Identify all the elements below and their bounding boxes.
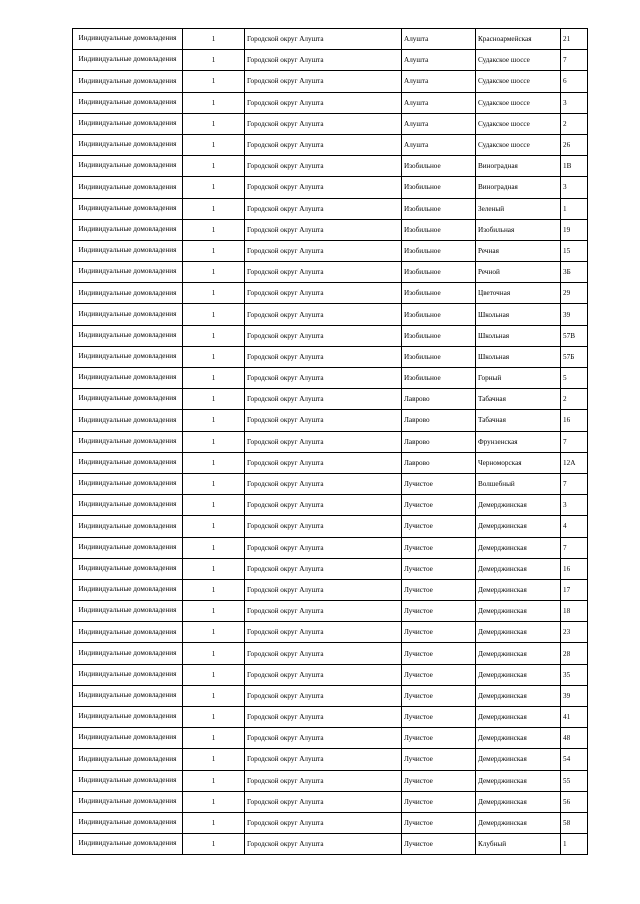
cell-locality: Лучистое <box>402 770 476 791</box>
cell-locality: Изобильное <box>402 240 476 261</box>
cell-object-type: Индивидуальные домовладения <box>73 325 183 346</box>
table-row <box>73 749 588 770</box>
cell-street: Демерджинская <box>476 643 561 664</box>
cell-house-number: 41 <box>561 707 588 728</box>
table-row <box>73 601 588 622</box>
cell-street: Судакское шоссе <box>476 50 561 71</box>
cell-okrug: Городской округ Алушта <box>245 537 402 558</box>
table-body <box>73 29 588 855</box>
cell-locality: Лучистое <box>402 707 476 728</box>
cell-okrug: Городской округ Алушта <box>245 92 402 113</box>
cell-count: 1 <box>183 601 245 622</box>
cell-object-type: Индивидуальные домовладения <box>73 177 183 198</box>
cell-street: Табачная <box>476 389 561 410</box>
cell-okrug: Городской округ Алушта <box>245 410 402 431</box>
cell-object-type: Индивидуальные домовладения <box>73 537 183 558</box>
cell-object-type: Индивидуальные домовладения <box>73 134 183 155</box>
cell-count: 1 <box>183 346 245 367</box>
cell-locality: Алушта <box>402 134 476 155</box>
table-row <box>73 728 588 749</box>
address-table <box>72 28 588 855</box>
cell-locality: Лучистое <box>402 728 476 749</box>
cell-object-type: Индивидуальные домовладения <box>73 579 183 600</box>
cell-locality: Лучистое <box>402 558 476 579</box>
cell-count: 1 <box>183 134 245 155</box>
cell-locality: Лучистое <box>402 537 476 558</box>
cell-count: 1 <box>183 156 245 177</box>
table-row <box>73 812 588 833</box>
table-row <box>73 685 588 706</box>
table-row <box>73 29 588 50</box>
cell-okrug: Городской округ Алушта <box>245 643 402 664</box>
table-row <box>73 304 588 325</box>
cell-okrug: Городской округ Алушта <box>245 71 402 92</box>
cell-okrug: Городской округ Алушта <box>245 346 402 367</box>
table-row <box>73 262 588 283</box>
cell-street: Демерджинская <box>476 495 561 516</box>
cell-okrug: Городской округ Алушта <box>245 452 402 473</box>
table-row <box>73 558 588 579</box>
table-row <box>73 325 588 346</box>
cell-okrug: Городской округ Алушта <box>245 834 402 855</box>
cell-street: Демерджинская <box>476 812 561 833</box>
cell-okrug: Городской округ Алушта <box>245 558 402 579</box>
cell-object-type: Индивидуальные домовладения <box>73 791 183 812</box>
cell-okrug: Городской округ Алушта <box>245 50 402 71</box>
cell-locality: Алушта <box>402 29 476 50</box>
cell-okrug: Городской округ Алушта <box>245 791 402 812</box>
cell-okrug: Городской округ Алушта <box>245 579 402 600</box>
table-row <box>73 50 588 71</box>
table-row <box>73 516 588 537</box>
cell-house-number: 7 <box>561 50 588 71</box>
cell-count: 1 <box>183 495 245 516</box>
cell-street: Демерджинская <box>476 685 561 706</box>
cell-object-type: Индивидуальные домовладения <box>73 240 183 261</box>
cell-locality: Лучистое <box>402 622 476 643</box>
cell-locality: Изобильное <box>402 156 476 177</box>
cell-house-number: 57Б <box>561 346 588 367</box>
cell-locality: Алушта <box>402 50 476 71</box>
cell-house-number: 35 <box>561 664 588 685</box>
cell-locality: Лучистое <box>402 685 476 706</box>
cell-okrug: Городской округ Алушта <box>245 601 402 622</box>
cell-okrug: Городской округ Алушта <box>245 664 402 685</box>
cell-count: 1 <box>183 812 245 833</box>
cell-okrug: Городской округ Алушта <box>245 219 402 240</box>
cell-okrug: Городской округ Алушта <box>245 134 402 155</box>
table-row <box>73 410 588 431</box>
cell-street: Демерджинская <box>476 622 561 643</box>
cell-locality: Алушта <box>402 92 476 113</box>
cell-locality: Лучистое <box>402 495 476 516</box>
cell-house-number: 6 <box>561 71 588 92</box>
cell-okrug: Городской округ Алушта <box>245 29 402 50</box>
cell-street: Демерджинская <box>476 601 561 622</box>
cell-street: Фрунзенская <box>476 431 561 452</box>
cell-street: Демерджинская <box>476 707 561 728</box>
cell-okrug: Городской округ Алушта <box>245 177 402 198</box>
cell-street: Демерджинская <box>476 728 561 749</box>
cell-count: 1 <box>183 283 245 304</box>
table-row <box>73 283 588 304</box>
table-row <box>73 134 588 155</box>
cell-object-type: Индивидуальные домовладения <box>73 368 183 389</box>
cell-count: 1 <box>183 558 245 579</box>
cell-okrug: Городской округ Алушта <box>245 389 402 410</box>
cell-object-type: Индивидуальные домовладения <box>73 283 183 304</box>
cell-okrug: Городской округ Алушта <box>245 728 402 749</box>
cell-count: 1 <box>183 516 245 537</box>
cell-okrug: Городской округ Алушта <box>245 707 402 728</box>
table-row <box>73 452 588 473</box>
cell-okrug: Городской округ Алушта <box>245 685 402 706</box>
cell-object-type: Индивидуальные домовладения <box>73 770 183 791</box>
cell-locality: Лаврово <box>402 431 476 452</box>
cell-okrug: Городской округ Алушта <box>245 325 402 346</box>
cell-house-number: 3 <box>561 177 588 198</box>
cell-okrug: Городской округ Алушта <box>245 156 402 177</box>
cell-okrug: Городской округ Алушта <box>245 516 402 537</box>
cell-locality: Изобильное <box>402 219 476 240</box>
cell-count: 1 <box>183 71 245 92</box>
cell-house-number: 48 <box>561 728 588 749</box>
table-row <box>73 643 588 664</box>
table-row <box>73 156 588 177</box>
cell-locality: Лучистое <box>402 791 476 812</box>
cell-object-type: Индивидуальные домовладения <box>73 92 183 113</box>
cell-okrug: Городской округ Алушта <box>245 812 402 833</box>
cell-object-type: Индивидуальные домовладения <box>73 431 183 452</box>
cell-street: Зеленый <box>476 198 561 219</box>
cell-street: Виноградная <box>476 156 561 177</box>
cell-house-number: 21 <box>561 29 588 50</box>
cell-house-number: 17 <box>561 579 588 600</box>
cell-locality: Изобильное <box>402 304 476 325</box>
table-row <box>73 431 588 452</box>
cell-street: Демерджинская <box>476 749 561 770</box>
cell-count: 1 <box>183 29 245 50</box>
table-row <box>73 113 588 134</box>
cell-house-number: 7 <box>561 431 588 452</box>
cell-object-type: Индивидуальные домовладения <box>73 749 183 770</box>
table-row <box>73 473 588 494</box>
cell-house-number: 26 <box>561 134 588 155</box>
cell-object-type: Индивидуальные домовладения <box>73 495 183 516</box>
cell-locality: Изобильное <box>402 346 476 367</box>
cell-house-number: 54 <box>561 749 588 770</box>
cell-count: 1 <box>183 431 245 452</box>
cell-locality: Алушта <box>402 71 476 92</box>
cell-okrug: Городской округ Алушта <box>245 240 402 261</box>
cell-locality: Лаврово <box>402 452 476 473</box>
cell-object-type: Индивидуальные домовладения <box>73 50 183 71</box>
cell-object-type: Индивидуальные домовладения <box>73 812 183 833</box>
cell-locality: Лучистое <box>402 601 476 622</box>
cell-count: 1 <box>183 452 245 473</box>
cell-house-number: 1В <box>561 156 588 177</box>
cell-street: Виноградная <box>476 177 561 198</box>
table-row <box>73 495 588 516</box>
cell-house-number: 2 <box>561 389 588 410</box>
cell-count: 1 <box>183 177 245 198</box>
cell-street: Демерджинская <box>476 579 561 600</box>
cell-object-type: Индивидуальные домовладения <box>73 304 183 325</box>
cell-count: 1 <box>183 707 245 728</box>
cell-locality: Лучистое <box>402 812 476 833</box>
cell-locality: Лаврово <box>402 410 476 431</box>
cell-count: 1 <box>183 685 245 706</box>
cell-locality: Лучистое <box>402 749 476 770</box>
cell-object-type: Индивидуальные домовладения <box>73 834 183 855</box>
cell-street: Демерджинская <box>476 664 561 685</box>
cell-count: 1 <box>183 643 245 664</box>
cell-count: 1 <box>183 50 245 71</box>
cell-okrug: Городской округ Алушта <box>245 304 402 325</box>
cell-locality: Лучистое <box>402 664 476 685</box>
table-row <box>73 537 588 558</box>
cell-count: 1 <box>183 728 245 749</box>
cell-count: 1 <box>183 473 245 494</box>
cell-locality: Изобильное <box>402 283 476 304</box>
table-row <box>73 389 588 410</box>
cell-street: Табачная <box>476 410 561 431</box>
cell-count: 1 <box>183 368 245 389</box>
cell-street: Речной <box>476 262 561 283</box>
table-row <box>73 177 588 198</box>
cell-house-number: 16 <box>561 410 588 431</box>
table-row <box>73 622 588 643</box>
cell-house-number: 3Б <box>561 262 588 283</box>
cell-object-type: Индивидуальные домовладения <box>73 452 183 473</box>
cell-count: 1 <box>183 537 245 558</box>
cell-object-type: Индивидуальные домовладения <box>73 71 183 92</box>
cell-okrug: Городской округ Алушта <box>245 622 402 643</box>
table-row <box>73 791 588 812</box>
table-row <box>73 346 588 367</box>
cell-count: 1 <box>183 219 245 240</box>
cell-count: 1 <box>183 262 245 283</box>
cell-locality: Изобильное <box>402 262 476 283</box>
cell-okrug: Городской округ Алушта <box>245 113 402 134</box>
table-row <box>73 71 588 92</box>
cell-count: 1 <box>183 389 245 410</box>
cell-object-type: Индивидуальные домовладения <box>73 219 183 240</box>
cell-okrug: Городской округ Алушта <box>245 749 402 770</box>
cell-okrug: Городской округ Алушта <box>245 770 402 791</box>
cell-count: 1 <box>183 664 245 685</box>
cell-object-type: Индивидуальные домовладения <box>73 707 183 728</box>
cell-object-type: Индивидуальные домовладения <box>73 29 183 50</box>
cell-house-number: 12А <box>561 452 588 473</box>
cell-street: Школьная <box>476 304 561 325</box>
table-row <box>73 770 588 791</box>
cell-object-type: Индивидуальные домовладения <box>73 389 183 410</box>
cell-house-number: 39 <box>561 685 588 706</box>
cell-street: Демерджинская <box>476 770 561 791</box>
cell-street: Школьная <box>476 325 561 346</box>
cell-street: Изобильная <box>476 219 561 240</box>
cell-locality: Изобильное <box>402 198 476 219</box>
cell-object-type: Индивидуальные домовладения <box>73 685 183 706</box>
cell-okrug: Городской округ Алушта <box>245 431 402 452</box>
cell-count: 1 <box>183 791 245 812</box>
cell-locality: Алушта <box>402 113 476 134</box>
cell-house-number: 2 <box>561 113 588 134</box>
cell-count: 1 <box>183 304 245 325</box>
cell-count: 1 <box>183 834 245 855</box>
cell-house-number: 7 <box>561 473 588 494</box>
cell-street: Красноармейская <box>476 29 561 50</box>
cell-count: 1 <box>183 113 245 134</box>
cell-locality: Лучистое <box>402 834 476 855</box>
cell-street: Клубный <box>476 834 561 855</box>
cell-locality: Лучистое <box>402 643 476 664</box>
cell-object-type: Индивидуальные домовладения <box>73 601 183 622</box>
table-row <box>73 92 588 113</box>
cell-house-number: 57В <box>561 325 588 346</box>
cell-street: Демерджинская <box>476 791 561 812</box>
cell-locality: Лаврово <box>402 389 476 410</box>
cell-object-type: Индивидуальные домовладения <box>73 728 183 749</box>
cell-okrug: Городской округ Алушта <box>245 283 402 304</box>
cell-street: Волшебный <box>476 473 561 494</box>
cell-object-type: Индивидуальные домовладения <box>73 473 183 494</box>
cell-house-number: 3 <box>561 92 588 113</box>
cell-okrug: Городской округ Алушта <box>245 262 402 283</box>
cell-street: Демерджинская <box>476 537 561 558</box>
table-row <box>73 664 588 685</box>
cell-object-type: Индивидуальные домовладения <box>73 113 183 134</box>
cell-house-number: 58 <box>561 812 588 833</box>
cell-house-number: 23 <box>561 622 588 643</box>
cell-locality: Лучистое <box>402 579 476 600</box>
cell-object-type: Индивидуальные домовладения <box>73 262 183 283</box>
table-row <box>73 707 588 728</box>
table-row <box>73 368 588 389</box>
cell-okrug: Городской округ Алушта <box>245 473 402 494</box>
cell-locality: Изобильное <box>402 325 476 346</box>
cell-object-type: Индивидуальные домовладения <box>73 156 183 177</box>
cell-street: Черноморская <box>476 452 561 473</box>
cell-count: 1 <box>183 240 245 261</box>
cell-object-type: Индивидуальные домовладения <box>73 346 183 367</box>
cell-house-number: 19 <box>561 219 588 240</box>
cell-house-number: 28 <box>561 643 588 664</box>
cell-street: Демерджинская <box>476 516 561 537</box>
table-row <box>73 834 588 855</box>
cell-count: 1 <box>183 198 245 219</box>
cell-house-number: 18 <box>561 601 588 622</box>
cell-count: 1 <box>183 749 245 770</box>
cell-house-number: 16 <box>561 558 588 579</box>
cell-count: 1 <box>183 325 245 346</box>
cell-street: Цветочная <box>476 283 561 304</box>
cell-house-number: 15 <box>561 240 588 261</box>
cell-object-type: Индивидуальные домовладения <box>73 664 183 685</box>
cell-house-number: 55 <box>561 770 588 791</box>
cell-count: 1 <box>183 770 245 791</box>
cell-house-number: 39 <box>561 304 588 325</box>
cell-object-type: Индивидуальные домовладения <box>73 622 183 643</box>
cell-locality: Изобильное <box>402 177 476 198</box>
cell-street: Судакское шоссе <box>476 134 561 155</box>
cell-object-type: Индивидуальные домовладения <box>73 643 183 664</box>
cell-street: Судакское шоссе <box>476 71 561 92</box>
cell-house-number: 4 <box>561 516 588 537</box>
cell-object-type: Индивидуальные домовладения <box>73 516 183 537</box>
cell-okrug: Городской округ Алушта <box>245 495 402 516</box>
table-row <box>73 198 588 219</box>
cell-object-type: Индивидуальные домовладения <box>73 198 183 219</box>
cell-street: Судакское шоссе <box>476 92 561 113</box>
cell-house-number: 7 <box>561 537 588 558</box>
cell-count: 1 <box>183 622 245 643</box>
table-row <box>73 219 588 240</box>
cell-street: Речная <box>476 240 561 261</box>
cell-okrug: Городской округ Алушта <box>245 368 402 389</box>
cell-count: 1 <box>183 410 245 431</box>
cell-house-number: 29 <box>561 283 588 304</box>
cell-object-type: Индивидуальные домовладения <box>73 410 183 431</box>
cell-house-number: 1 <box>561 834 588 855</box>
table-row <box>73 240 588 261</box>
cell-count: 1 <box>183 579 245 600</box>
cell-house-number: 5 <box>561 368 588 389</box>
cell-house-number: 3 <box>561 495 588 516</box>
cell-locality: Лучистое <box>402 473 476 494</box>
cell-locality: Изобильное <box>402 368 476 389</box>
cell-street: Горный <box>476 368 561 389</box>
cell-house-number: 56 <box>561 791 588 812</box>
cell-street: Школьная <box>476 346 561 367</box>
cell-house-number: 1 <box>561 198 588 219</box>
cell-locality: Лучистое <box>402 516 476 537</box>
table-row <box>73 579 588 600</box>
cell-okrug: Городской округ Алушта <box>245 198 402 219</box>
cell-object-type: Индивидуальные домовладения <box>73 558 183 579</box>
cell-street: Демерджинская <box>476 558 561 579</box>
cell-street: Судакское шоссе <box>476 113 561 134</box>
cell-count: 1 <box>183 92 245 113</box>
